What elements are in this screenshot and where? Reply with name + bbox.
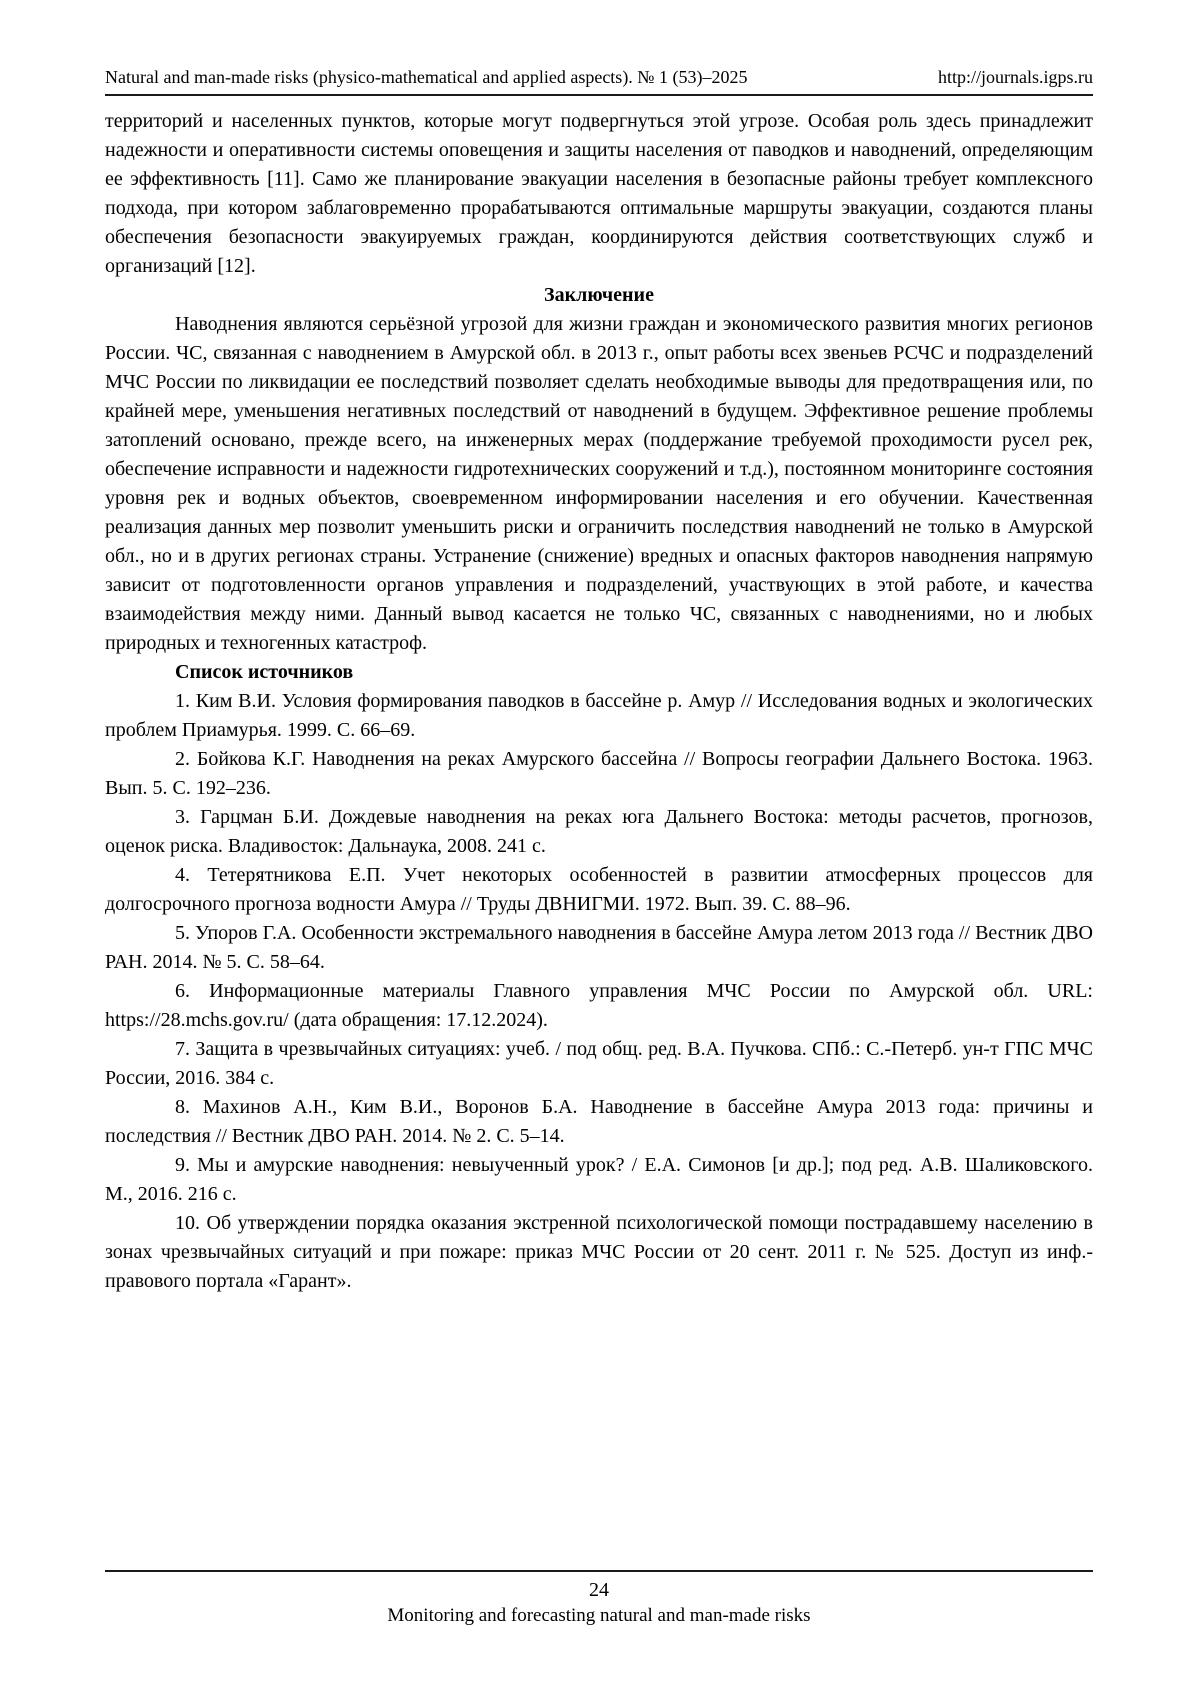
page-number: 24: [589, 1579, 609, 1601]
paragraph-continuation: территорий и населенных пунктов, которые могут подвергнуться этой угрозе. Особая роль здесь принадлежит надежности и оперативности системы оповещения и защиты населения от паводков и наводнений, определяющим ее эффективность [11]. Само же планирование эвакуации населения в безопасные районы требует комплексного подхода, при котором заблаговременно прорабатываются оптимальные маршруты эвакуации, создаются планы обеспечения безопасности эвакуируемых граждан, координируются действия соответствующих служб и организаций [12].: [105, 110, 1093, 277]
page-header: [105, 0, 1093, 96]
reference-item: 8. Махинов А.Н., Ким В.И., Воронов Б.А. Наводнение в бассейне Амура 2013 года: причины и последствия // Вестник ДВО РАН. 2014. № 2. С. 5–14.: [105, 1096, 1093, 1147]
journal-title: Natural and man-made risks (physico-mathematical and applied aspects). № 1 (53)–2025: [105, 67, 748, 87]
journal-url: http://journals.igps.ru: [938, 67, 1093, 87]
conclusion-paragraph: Наводнения являются серьёзной угрозой для жизни граждан и экономического развития многих регионов России. ЧС, связанная с наводнением в Амурской обл. в 2013 г., опыт работы всех звеньев РСЧС и подразделений МЧС России по ликвидации ее последствий позволяет сделать необходимые выводы для предотвращения или, по крайней мере, уменьшения негативных последствий от наводнений в будущем. Эффективное решение проблемы затоплений основано, прежде всего, на инженерных мерах (поддержание требуемой проходимости русел рек, обеспечение исправности и надежности гидротехнических сооружений и т.д.), постоянном мониторинге состояния уровня рек и водных объектов, своевременном информировании населения и его обучении. Качественная реализация данных мер позволит уменьшить риски и ограничить последствия наводнений не только в Амурской обл., но и в других регионах страны. Устранение (снижение) вредных и опасных факторов наводнения напрямую зависит от подготовленности органов управления и подразделений, участвующих в этой работе, и качества взаимодействия между ними. Данный вывод касается не только ЧС, связанных с наводнениями, но и любых природных и техногенных катастроф.: [105, 313, 1093, 654]
page-footer: [105, 1570, 1093, 1629]
article-body: [105, 107, 1093, 1296]
reference-item: 2. Бойкова К.Г. Наводнения на реках Амурского бассейна // Вопросы географии Дальнего Востока. 1963. Вып. 5. С. 192–236.: [105, 748, 1093, 799]
reference-item: 1. Ким В.И. Условия формирования паводков в бассейне р. Амур // Исследования водных и экологических проблем Приамурья. 1999. С. 66–69.: [105, 690, 1093, 741]
reference-item: 4. Тетерятникова Е.П. Учет некоторых особенностей в развитии атмосферных процессов для долгосрочного прогноза водности Амура // Труды ДВНИГМИ. 1972. Вып. 39. С. 88–96.: [105, 864, 1093, 915]
references-heading: Список источников: [175, 661, 354, 683]
reference-item: 6. Информационные материалы Главного управления МЧС России по Амурской обл. URL: https://28.mchs.gov.ru/ (дата обращения: 17.12.2024).: [105, 980, 1093, 1031]
reference-item: 3. Гарцман Б.И. Дождевые наводнения на реках юга Дальнего Востока: методы расчетов, прогнозов, оценок риска. Владивосток: Дальнаука, 2008. 241 с.: [105, 806, 1093, 857]
running-title: Monitoring and forecasting natural and man-made risks: [387, 1605, 811, 1626]
reference-item: 7. Защита в чрезвычайных ситуациях: учеб. / под общ. ред. В.А. Пучкова. СПб.: С.-Петерб. ун-т ГПС МЧС России, 2016. 384 с.: [105, 1038, 1093, 1089]
reference-item: 5. Упоров Г.А. Особенности экстремального наводнения в бассейне Амура летом 2013 года // Вестник ДВО РАН. 2014. № 5. С. 58–64.: [105, 922, 1093, 973]
reference-item: 9. Мы и амурские наводнения: невыученный урок? / Е.А. Симонов [и др.]; под ред. А.В. Шаликовского. М., 2016. 216 с.: [105, 1154, 1093, 1205]
reference-item: 10. Об утверждении порядка оказания экстренной психологической помощи пострадавшему населению в зонах чрезвычайных ситуаций и при пожаре: приказ МЧС России от 20 сент. 2011 г. № 525. Доступ из инф.-правового портала «Гарант».: [105, 1212, 1093, 1292]
page-content: [105, 0, 1093, 1296]
conclusion-heading: Заключение: [544, 284, 654, 306]
